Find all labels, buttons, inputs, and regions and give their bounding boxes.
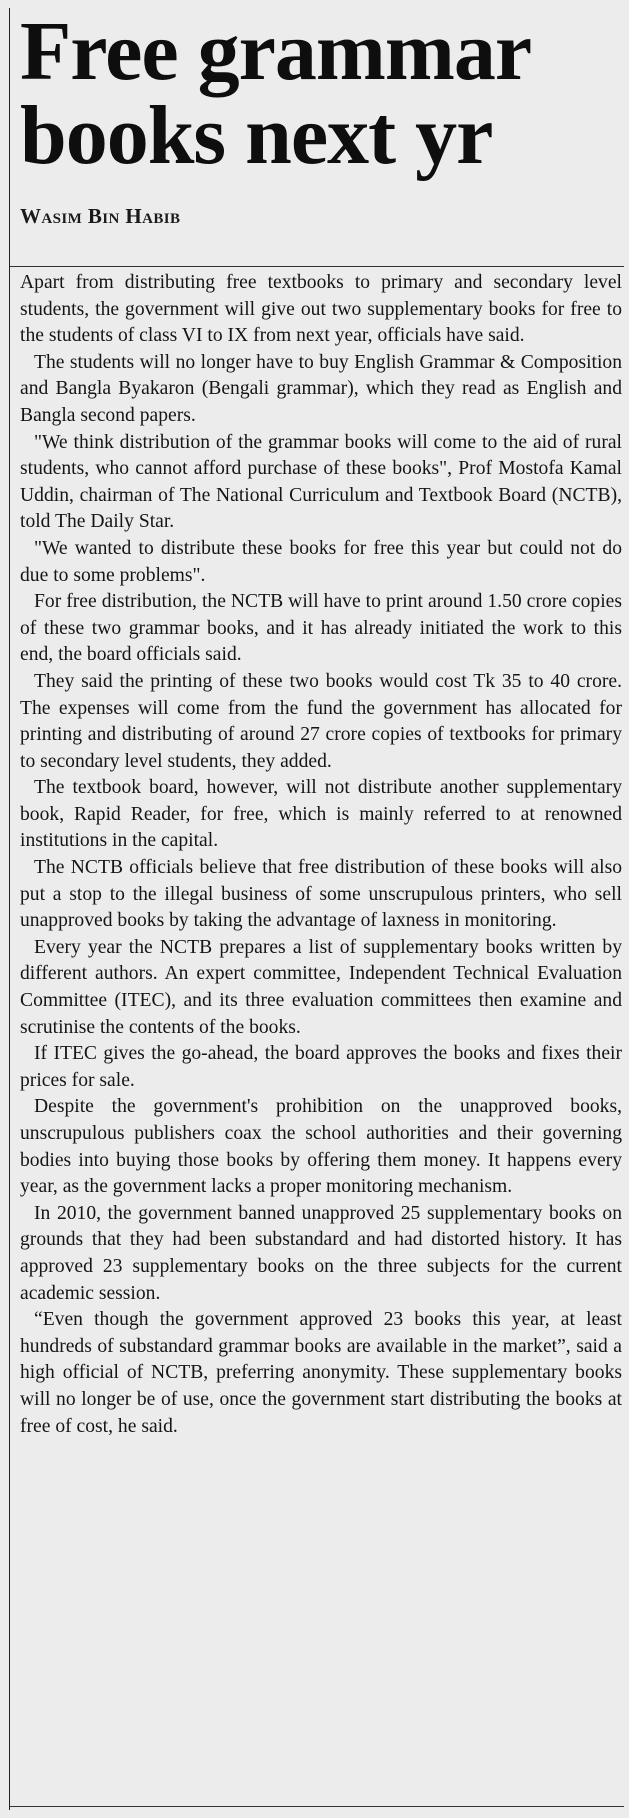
article-header bbox=[20, 0, 620, 229]
headline bbox=[20, 0, 620, 182]
paragraph: Despite the government's prohibition on the unapproved books, unscrupulous publishers coax the school authorities and their governing bodies into buying those books by offering them money. It happens every year, as the government lacks a proper monitoring mechanism. bbox=[20, 1096, 622, 1198]
footer-divider bbox=[10, 1806, 624, 1807]
header-divider bbox=[10, 266, 624, 267]
paragraph: They said the printing of these two books would cost Tk 35 to 40 crore. The expenses will come from the fund the government has allocated for printing and distributing of around 27 crore copies of textbooks for primary to secondary level students, they added. bbox=[20, 670, 622, 772]
paragraph: The students will no longer have to buy English Grammar & Composition and Bangla Byakaron (Bengali grammar), which they read as English and Bangla second papers. bbox=[20, 351, 622, 426]
paragraph: In 2010, the government banned unapproved 25 supplementary books on grounds that they had been substandard and had distorted history. It has approved 23 supplementary books on the three subjects for the current academic session. bbox=[20, 1202, 622, 1304]
paragraph: Every year the NCTB prepares a list of supplementary books written by different authors. An expert committee, Independent Technical Evaluation Committee (ITEC), and its three evaluation committees then examine and scrutinise the contents of the books. bbox=[20, 936, 622, 1038]
left-column-rule bbox=[9, 8, 10, 1810]
byline: Wasim Bin Habib bbox=[20, 204, 181, 228]
paragraph: "We wanted to distribute these books for free this year but could not do due to some problems". bbox=[20, 537, 622, 586]
paragraph: The NCTB officials believe that free distribution of these books will also put a stop to the illegal business of some unscrupulous printers, who sell unapproved books by taking the advantage of laxness in monitoring. bbox=[20, 857, 622, 932]
headline-line-1: Free grammar bbox=[20, 5, 532, 98]
article-body bbox=[20, 270, 622, 1440]
paragraph: Apart from distributing free textbooks to primary and secondary level students, the government will give out two supplementary books for free to the students of class VI to IX from next year, officials have said. bbox=[20, 272, 622, 347]
paragraph: “Even though the government approved 23 books this year, at least hundreds of substandard grammar books are available in the market”, said a high official of NCTB, preferring anonymity. These supplementary books will no longer be of use, once the government start distributing the books at free of cost, he said. bbox=[20, 1309, 622, 1437]
paragraph: "We think distribution of the grammar books will come to the aid of rural students, who cannot afford purchase of these books", Prof Mostofa Kamal Uddin, chairman of The National Curriculum and Textbook Board (NCTB), told The Daily Star. bbox=[20, 431, 622, 533]
paragraph: The textbook board, however, will not distribute another supplementary book, Rapid Reader, for free, which is mainly referred to at renowned institutions in the capital. bbox=[20, 777, 622, 852]
headline-line-2: books next yr bbox=[20, 89, 493, 182]
paragraph: If ITEC gives the go-ahead, the board approves the books and fixes their prices for sale. bbox=[20, 1043, 622, 1091]
paragraph: For free distribution, the NCTB will have to print around 1.50 crore copies of these two grammar books, and it has already initiated the work to this end, the board officials said. bbox=[20, 591, 622, 666]
